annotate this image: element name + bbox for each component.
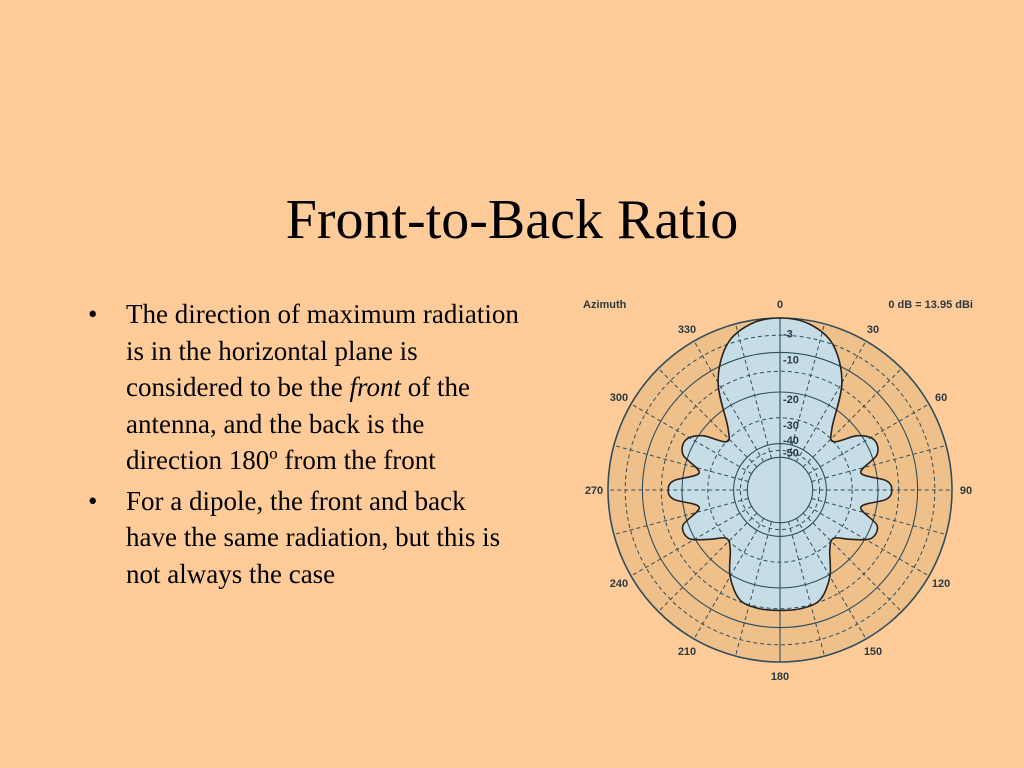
angle-tick-label: 120 bbox=[931, 578, 951, 590]
bullet-text-continued: of the antenna, and the back is the direction 180º from the front bbox=[126, 372, 470, 475]
azimuth-polar-plot bbox=[578, 296, 978, 682]
db-ring-label: -20 bbox=[783, 394, 799, 406]
angle-tick-label: 0 bbox=[776, 299, 784, 311]
bullet-icon: • bbox=[88, 299, 98, 329]
chart-title-left: Azimuth bbox=[583, 299, 627, 311]
angle-tick-label: 150 bbox=[863, 646, 883, 659]
bullet-icon: • bbox=[88, 485, 98, 516]
bullet-item bbox=[80, 483, 520, 593]
bullet-text: The direction of maximum radiation is in the horizontal plane is considered to be the bbox=[126, 299, 519, 402]
db-ring-label: -40 bbox=[783, 435, 799, 448]
angle-tick-label: 330 bbox=[677, 323, 697, 336]
angle-tick-label: 300 bbox=[609, 392, 629, 404]
chart-title-right: 0 dB = 13.95 dBi bbox=[888, 299, 973, 311]
db-ring-label: -10 bbox=[783, 354, 799, 367]
angle-tick-label: 60 bbox=[934, 392, 948, 404]
angle-tick-label: 240 bbox=[609, 578, 629, 590]
angle-tick-label: 90 bbox=[959, 485, 973, 497]
bullet-item bbox=[80, 296, 520, 479]
slide-title: Front-to-Back Ratio bbox=[285, 189, 739, 251]
angle-tick-label: 210 bbox=[677, 646, 697, 659]
angle-tick-label: 30 bbox=[866, 323, 880, 336]
bullet-list bbox=[80, 296, 520, 596]
bullet-emphasis: front bbox=[349, 372, 401, 402]
plot-area bbox=[585, 299, 972, 682]
db-ring-label: -30 bbox=[783, 419, 799, 432]
bullet-text: For a dipole, the front and back have the same radiation, but this is not always the case bbox=[126, 485, 501, 589]
angle-tick-label: 270 bbox=[584, 485, 604, 497]
db-ring-label: -50 bbox=[783, 447, 799, 460]
db-ring-label: -3 bbox=[783, 328, 793, 341]
angle-tick-label: 180 bbox=[770, 671, 790, 682]
